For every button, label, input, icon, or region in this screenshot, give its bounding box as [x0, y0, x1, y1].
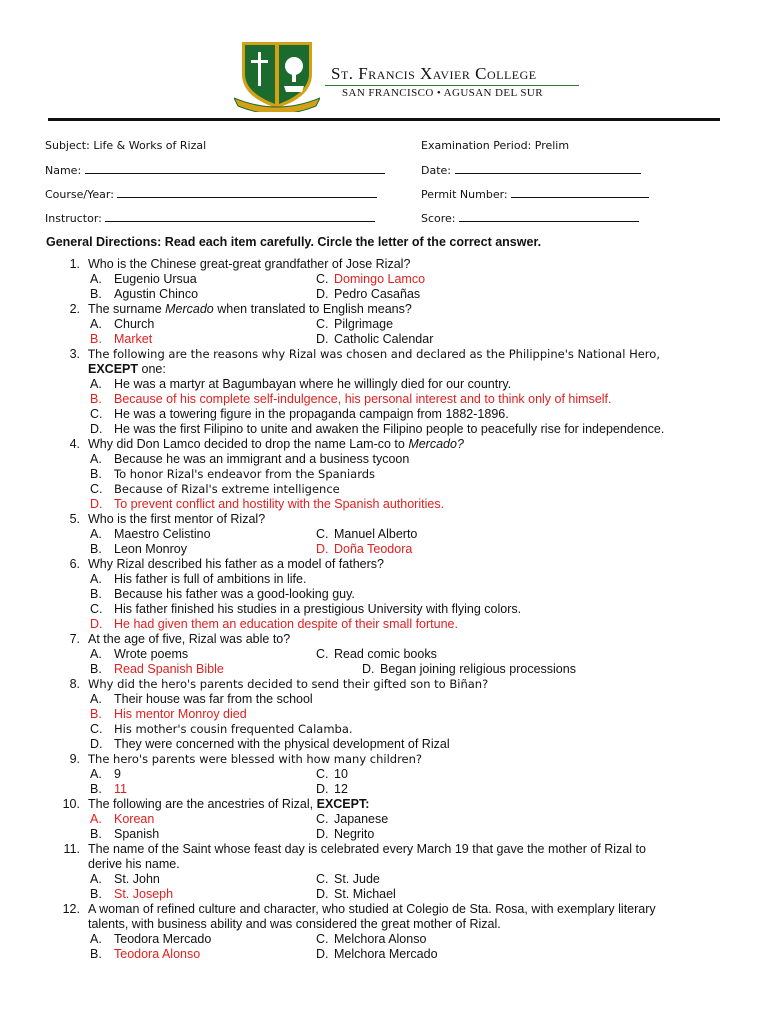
option-row [46, 407, 736, 422]
question-text: The following are the ancestries of Rizal, EXCEPT: [88, 797, 370, 811]
instructor-field: Instructor: [45, 212, 375, 225]
option-letter[interactable]: C. [90, 407, 103, 421]
question-text: The following are the reasons why Rizal was chosen and declared as the Philippine's National Hero, [88, 347, 660, 361]
option-letter[interactable]: C. [316, 527, 329, 541]
option-text: Domingo Lamco [334, 272, 426, 286]
option-text: Because of Rizal's extreme intelligence [114, 482, 340, 496]
question-5 [46, 512, 736, 527]
option-letter[interactable]: B. [90, 827, 102, 841]
option-text: Spanish [114, 827, 160, 841]
option-letter[interactable]: D. [316, 332, 329, 346]
option-text: He had given them an education despite of their small fortune. [114, 617, 458, 631]
option-text: St. John [114, 872, 160, 886]
question-text: Who is the Chinese great-great grandfather of Jose Rizal? [88, 257, 411, 271]
header-divider [48, 118, 720, 121]
option-text: 9 [114, 767, 121, 781]
option-letter[interactable]: A. [90, 767, 102, 781]
option-text: Teodora Mercado [114, 932, 212, 946]
question-text: Who is the first mentor of Rizal? [88, 512, 266, 526]
college-crest-icon [234, 40, 320, 112]
option-text: Melchora Mercado [334, 947, 438, 961]
question-list [46, 257, 736, 962]
option-row [46, 542, 736, 557]
option-row [46, 647, 736, 662]
question-1 [46, 257, 736, 272]
question-3 [46, 347, 736, 377]
option-row [46, 887, 736, 902]
option-text: Korean [114, 812, 155, 826]
option-row [46, 527, 736, 542]
option-letter[interactable]: A. [90, 932, 102, 946]
option-row [46, 812, 736, 827]
option-text: Because his father was a good-looking guy. [114, 587, 355, 601]
question-number: 12. [62, 902, 80, 916]
option-letter[interactable]: A. [90, 452, 102, 466]
option-text: Doña Teodora [334, 542, 413, 556]
question-text: Why did Don Lamco decided to drop the name Lam-co to Mercado? [88, 437, 464, 451]
option-letter[interactable]: A. [90, 647, 102, 661]
option-row [46, 332, 736, 347]
option-letter[interactable]: C. [90, 482, 103, 496]
question-number: 1. [69, 257, 80, 271]
option-row [46, 422, 736, 437]
name-field: Name: [45, 164, 385, 177]
option-row [46, 932, 736, 947]
college-name: St. Francis Xavier College [331, 64, 537, 83]
option-text: Agustin Chinco [114, 287, 199, 301]
option-row [46, 377, 736, 392]
option-row [46, 872, 736, 887]
option-letter[interactable]: D. [362, 662, 375, 676]
question-10 [46, 797, 736, 812]
option-letter[interactable]: D. [316, 287, 329, 301]
question-11 [46, 842, 736, 872]
option-letter[interactable]: B. [90, 467, 102, 481]
option-row [46, 782, 736, 797]
question-number: 4. [69, 437, 80, 451]
option-text: Eugenio Ursua [114, 272, 197, 286]
option-text: Wrote poems [114, 647, 189, 661]
option-row [46, 482, 736, 497]
option-letter[interactable]: C. [316, 767, 329, 781]
question-6 [46, 557, 736, 572]
option-letter[interactable]: B. [90, 782, 102, 796]
option-text: He was a martyr at Bagumbayan where he willingly died for our country. [114, 377, 512, 391]
option-text: Leon Monroy [114, 542, 187, 556]
question-text: The surname Mercado when translated to English means? [88, 302, 412, 316]
option-row [46, 287, 736, 302]
question-8 [46, 677, 736, 692]
option-letter[interactable]: C. [316, 272, 329, 286]
option-row [46, 947, 736, 962]
option-letter[interactable]: B. [90, 542, 102, 556]
option-row [46, 617, 736, 632]
question-text: The hero's parents were blessed with how many children? [88, 752, 423, 766]
option-row [46, 692, 736, 707]
option-letter[interactable]: D. [316, 782, 329, 796]
option-letter[interactable]: C. [316, 932, 329, 946]
question-text: EXCEPT one: [88, 362, 166, 376]
course-field: Course/Year: [45, 188, 377, 201]
name-blank[interactable] [85, 164, 385, 174]
option-text: Melchora Alonso [334, 932, 427, 946]
option-text: Negrito [334, 827, 375, 841]
general-directions: General Directions: Read each item carefully. Circle the letter of the correct answer. [46, 235, 542, 249]
question-7 [46, 632, 736, 647]
option-letter[interactable]: B. [90, 887, 102, 901]
option-row [46, 662, 736, 677]
option-row [46, 317, 736, 332]
subject-field: Subject: Life & Works of Rizal [45, 139, 207, 152]
question-number: 9. [69, 752, 80, 766]
option-text: Church [114, 317, 155, 331]
option-text: Began joining religious processions [380, 662, 576, 676]
option-row [46, 602, 736, 617]
question-number: 11. [63, 842, 80, 856]
option-text: His father is full of ambitions in life. [114, 572, 307, 586]
option-row [46, 767, 736, 782]
option-letter[interactable]: D. [90, 422, 103, 436]
option-letter[interactable]: B. [90, 947, 102, 961]
question-number: 2. [69, 302, 80, 316]
option-letter[interactable]: D. [316, 827, 329, 841]
option-letter[interactable]: B. [90, 662, 102, 676]
option-text: St. Michael [334, 887, 396, 901]
option-text: Maestro Celistino [114, 527, 211, 541]
option-text: To honor Rizal's endeavor from the Spaniards [114, 467, 376, 481]
option-text: 11 [114, 782, 127, 796]
course-blank[interactable] [117, 188, 377, 198]
question-text: Why did the hero's parents decided to send their gifted son to Biñan? [88, 677, 489, 691]
option-letter[interactable]: C. [316, 872, 329, 886]
question-number: 10. [62, 797, 80, 811]
question-text: The name of the Saint whose feast day is celebrated every March 19 that gave the mother of Rizal to [88, 842, 646, 856]
instructor-blank[interactable] [105, 212, 375, 222]
question-number: 7. [69, 632, 80, 646]
option-row [46, 707, 736, 722]
option-row [46, 467, 736, 482]
option-letter[interactable]: D. [90, 497, 103, 511]
question-number: 6. [69, 557, 80, 571]
option-text: Read Spanish Bible [114, 662, 224, 676]
option-letter[interactable]: C. [90, 602, 103, 616]
option-text: 10 [334, 767, 348, 781]
option-letter[interactable]: B. [90, 707, 102, 721]
date-blank[interactable] [455, 164, 641, 174]
option-letter[interactable]: D. [316, 947, 329, 961]
question-4 [46, 437, 736, 452]
option-text: His mother's cousin frequented Calamba. [114, 722, 353, 736]
question-number: 5. [69, 512, 80, 526]
option-row [46, 272, 736, 287]
option-letter[interactable]: D. [316, 887, 329, 901]
question-text: At the age of five, Rizal was able to? [88, 632, 291, 646]
option-letter[interactable]: C. [316, 647, 329, 661]
question-text: Why Rizal described his father as a model of fathers? [88, 557, 384, 571]
option-text: Japanese [334, 812, 389, 826]
option-letter[interactable]: A. [90, 272, 102, 286]
permit-field: Permit Number: [421, 188, 649, 201]
campus-address: SAN FRANCISCO • AGUSAN DEL SUR [342, 87, 543, 99]
option-text: Teodora Alonso [114, 947, 201, 961]
option-letter[interactable]: D. [316, 542, 329, 556]
option-letter[interactable]: B. [90, 332, 102, 346]
option-letter[interactable]: D. [90, 737, 103, 751]
college-rule [325, 85, 579, 86]
option-text: He was a towering figure in the propaganda campaign from 1882-1896. [114, 407, 509, 421]
option-text: His father finished his studies in a prestigious University with flying colors. [114, 602, 522, 616]
option-text: Pilgrimage [334, 317, 394, 331]
option-letter[interactable]: A. [90, 527, 102, 541]
option-letter[interactable]: C. [316, 317, 329, 331]
option-letter[interactable]: A. [90, 692, 102, 706]
option-text: Because he was an immigrant and a business tycoon [114, 452, 410, 466]
option-letter[interactable]: A. [90, 872, 102, 886]
option-text: St. Joseph [114, 887, 174, 901]
option-row [46, 722, 736, 737]
option-row [46, 587, 736, 602]
option-letter[interactable]: D. [90, 617, 103, 631]
option-letter[interactable]: A. [90, 572, 102, 586]
page-header [0, 0, 768, 122]
option-row [46, 497, 736, 512]
option-letter[interactable]: B. [90, 287, 102, 301]
option-letter[interactable]: A. [90, 812, 102, 826]
option-text: Market [114, 332, 153, 346]
question-number: 3. [69, 347, 80, 361]
question-text: A woman of refined culture and character, who studied at Colegio de Sta. Rosa, with exemplary literary [88, 902, 656, 916]
option-letter[interactable]: A. [90, 317, 102, 331]
exam-period-field: Examination Period: Prelim [421, 139, 570, 152]
option-text: Read comic books [334, 647, 437, 661]
option-text: His mentor Monroy died [114, 707, 247, 721]
date-field: Date: [421, 164, 641, 177]
score-blank[interactable] [459, 212, 639, 222]
option-text: St. Jude [334, 872, 380, 886]
option-text: They were concerned with the physical development of Rizal [114, 737, 450, 751]
option-row [46, 452, 736, 467]
option-row [46, 737, 736, 752]
question-number: 8. [69, 677, 80, 691]
option-text: Pedro Casañas [334, 287, 421, 301]
score-field: Score: [421, 212, 639, 225]
question-12 [46, 902, 736, 932]
option-row [46, 392, 736, 407]
permit-blank[interactable] [511, 188, 649, 198]
option-text: 12 [334, 782, 348, 796]
option-letter[interactable]: A. [90, 377, 102, 391]
question-text: talents, with business ability and was considered the great mother of Rizal. [88, 917, 501, 931]
option-letter[interactable]: B. [90, 392, 102, 406]
option-text: Manuel Alberto [334, 527, 418, 541]
option-row [46, 572, 736, 587]
option-text: To prevent conflict and hostility with the Spanish authorities. [114, 497, 445, 511]
question-9 [46, 752, 736, 767]
question-2 [46, 302, 736, 317]
option-letter[interactable]: C. [316, 812, 329, 826]
option-letter[interactable]: C. [90, 722, 103, 736]
option-text: Their house was far from the school [114, 692, 313, 706]
option-letter[interactable]: B. [90, 587, 102, 601]
option-text: Because of his complete self-indulgence, his personal interest and to think only of himself. [114, 392, 612, 406]
option-text: He was the first Filipino to unite and awaken the Filipino people to peacefully rise for independence. [114, 422, 665, 436]
option-text: Catholic Calendar [334, 332, 434, 346]
option-row [46, 827, 736, 842]
question-text: derive his name. [88, 857, 180, 871]
